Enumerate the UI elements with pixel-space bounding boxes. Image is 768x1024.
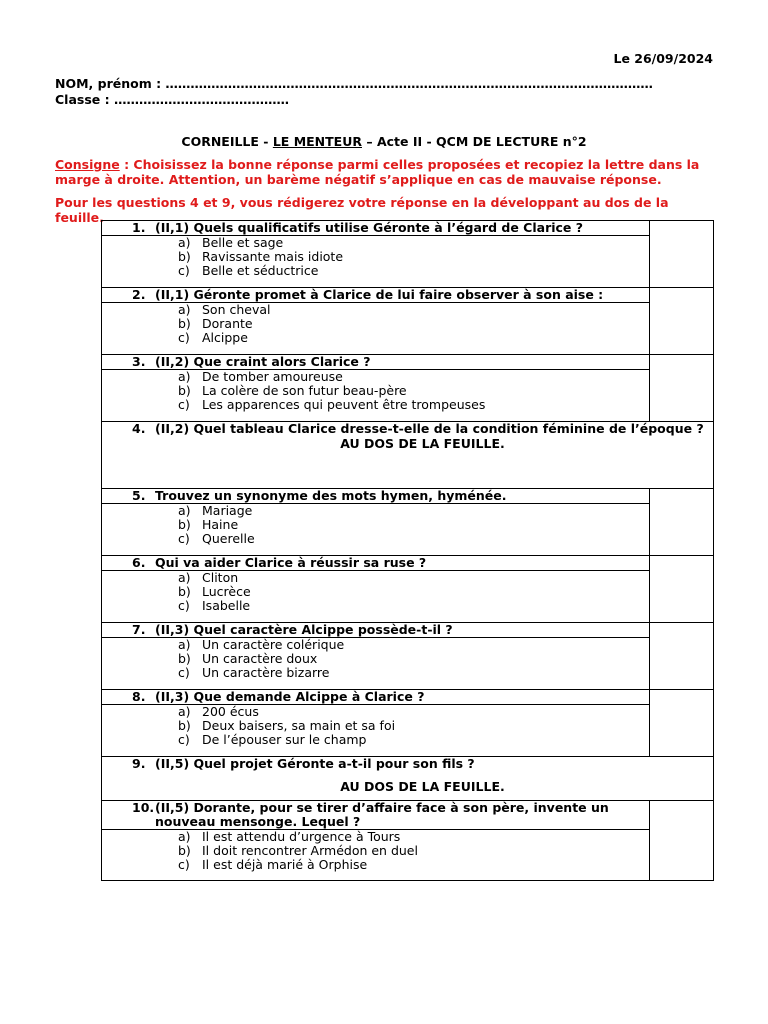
option-letter: c) [178,665,190,681]
option-text: La colère de son futur beau-père [202,383,407,399]
question-number: 5. [132,488,146,503]
option-letter: a) [178,503,191,518]
name-field[interactable]: NOM, prénom : ……………………………………………………………………………………………………… [55,76,653,91]
option-item [178,585,649,599]
note: Pour les questions 4 et 9, vous rédigerez votre réponse en la développant au dos de la feuille. [55,195,669,225]
question-header [102,623,649,638]
question-text: (II,1) Géronte promet à Clarice de lui faire observer à son aise : [155,287,604,302]
option-letter: c) [178,857,190,873]
option-text: Cliton [202,570,239,585]
option-text: Son cheval [202,302,271,317]
option-item [178,638,649,652]
document-title [0,134,768,149]
option-item [178,331,649,345]
option-text: Il est attendu d’urgence à Tours [202,829,401,844]
option-text: Haine [202,517,239,533]
option-item [178,830,649,844]
question-cell [102,623,650,690]
option-item [178,370,649,384]
question-header [102,355,649,370]
option-item [178,236,649,250]
question-header [102,489,649,504]
option-text: Il est déjà marié à Orphise [202,857,368,873]
answer-margin-box[interactable] [649,288,713,355]
question-cell [102,801,650,881]
question-cell [102,757,714,801]
question-row [102,489,714,556]
instructions-label: Consigne [55,157,120,172]
option-item [178,303,649,317]
option-letter: a) [178,637,191,652]
option-item [178,858,649,872]
option-text: Ravissante mais idiote [202,249,344,265]
answer-margin-box[interactable] [649,355,713,422]
option-letter: a) [178,369,191,384]
option-item [178,571,649,585]
option-letter: c) [178,397,190,413]
question-number: 2. [132,287,146,302]
answer-margin-box[interactable] [649,556,713,623]
option-item [178,384,649,398]
question-text: (II,3) Que demande Alcippe à Clarice ? [155,689,425,704]
option-item [178,317,649,331]
option-item [178,705,649,719]
option-letter: b) [178,316,191,332]
question-text: (II,1) Quels qualificatifs utilise Géronte à l’égard de Clarice ? [155,220,584,235]
option-item [178,250,649,264]
question-cell [102,556,650,623]
question-cell [102,489,650,556]
option-item [178,398,649,412]
option-text: Il doit rencontrer Armédon en duel [202,843,418,859]
option-letter: a) [178,829,191,844]
options-list [102,303,649,346]
instructions-text: : Choisissez la bonne réponse parmi celles proposées et recopiez la lettre dans la marge à droite. Attention, un barème négatif s’applique en cas de mauvaise réponse. [55,157,700,187]
option-item [178,599,649,613]
answer-margin-box[interactable] [649,489,713,556]
answer-margin-box[interactable] [649,690,713,757]
option-letter: a) [178,570,191,585]
option-letter: a) [178,302,191,317]
option-letter: b) [178,584,191,600]
option-text: Mariage [202,503,253,518]
question-text: (II,2) Quel tableau Clarice dresse-t-elle de la condition féminine de l’époque ? [155,421,704,436]
question-number: 9. [132,756,146,771]
option-letter: b) [178,249,191,265]
question-header [102,288,649,303]
quiz-table [101,220,714,881]
title-sep: - [258,134,273,149]
question-row [102,422,714,489]
option-item [178,666,649,680]
question-number: 8. [132,689,146,704]
option-letter: b) [178,651,191,667]
instructions [55,158,720,187]
option-item [178,719,649,733]
question-number: 7. [132,622,146,637]
option-text: Alcippe [202,330,248,346]
question-cell [102,288,650,355]
question-header [102,556,649,571]
question-cell [102,221,650,288]
option-letter: b) [178,843,191,859]
option-letter: c) [178,598,190,614]
question-text: Qui va aider Clarice à réussir sa ruse ? [155,555,427,570]
question-row [102,288,714,355]
option-item [178,518,649,532]
option-text: Dorante [202,316,253,332]
options-list [102,236,649,279]
answer-on-back: AU DOS DE LA FEUILLE. [340,435,505,451]
question-header [102,221,649,236]
answer-margin-box[interactable] [649,801,713,881]
question-cell [102,422,714,489]
question-text: Trouvez un synonyme des mots hymen, hyménée. [155,488,507,503]
option-text: Isabelle [202,598,251,614]
title-play: LE MENTEUR [272,134,362,149]
question-cell [102,690,650,757]
answer-margin-box[interactable] [649,623,713,690]
answer-margin-box[interactable] [649,221,713,288]
option-item [178,733,649,747]
option-letter: c) [178,531,190,547]
option-item [178,264,649,278]
question-number: 6. [132,555,146,570]
class-field[interactable]: Classe : …………………………………… [55,92,289,107]
options-list [102,830,649,873]
options-list [102,638,649,681]
question-header [102,801,649,830]
options-list [102,370,649,413]
question-row [102,221,714,288]
question-row [102,355,714,422]
option-text: De l’épouser sur le champ [202,732,367,748]
title-author: CORNEILLE [181,134,259,149]
option-text: Lucrèce [202,584,251,600]
question-number: 1. [132,220,146,235]
option-text: Les apparences qui peuvent être trompeuses [202,397,486,413]
option-text: Belle et sage [202,235,284,250]
question-row [102,690,714,757]
options-list [102,571,649,614]
option-letter: c) [178,263,190,279]
option-text: Un caractère colérique [202,637,345,652]
option-letter: a) [178,704,191,719]
question-cell [102,355,650,422]
question-row [102,623,714,690]
question-text: (II,5) Quel projet Géronte a-t-il pour son fils ? [155,756,475,771]
option-text: Querelle [202,531,255,547]
option-text: Deux baisers, sa main et sa foi [202,718,396,734]
option-item [178,504,649,518]
title-rest: – Acte II - QCM DE LECTURE n°2 [361,134,587,149]
option-text: Un caractère doux [202,651,318,667]
question-number: 3. [132,354,146,369]
question-number: 10. [132,800,155,815]
question-header [102,690,649,705]
option-letter: b) [178,718,191,734]
date: Le 26/09/2024 [613,51,713,66]
option-letter: b) [178,517,191,533]
option-item [178,844,649,858]
answer-on-back: AU DOS DE LA FEUILLE. [340,778,505,794]
option-text: Belle et séductrice [202,263,319,279]
option-letter: b) [178,383,191,399]
option-text: 200 écus [202,704,259,719]
question-row [102,801,714,881]
question-text: (II,2) Que craint alors Clarice ? [155,354,371,369]
option-letter: c) [178,732,190,748]
option-letter: c) [178,330,190,346]
question-text: (II,5) Dorante, pour se tirer d’affaire face à son père, invente un nouveau mensonge. Lequel ? [155,800,609,829]
option-text: Un caractère bizarre [202,665,330,681]
option-letter: a) [178,235,191,250]
options-list [102,705,649,748]
option-text: De tomber amoureuse [202,369,343,384]
options-list [102,504,649,547]
question-row [102,556,714,623]
option-item [178,532,649,546]
option-item [178,652,649,666]
question-row [102,757,714,801]
question-text: (II,3) Quel caractère Alcippe possède-t-il ? [155,622,453,637]
question-number: 4. [132,421,146,436]
